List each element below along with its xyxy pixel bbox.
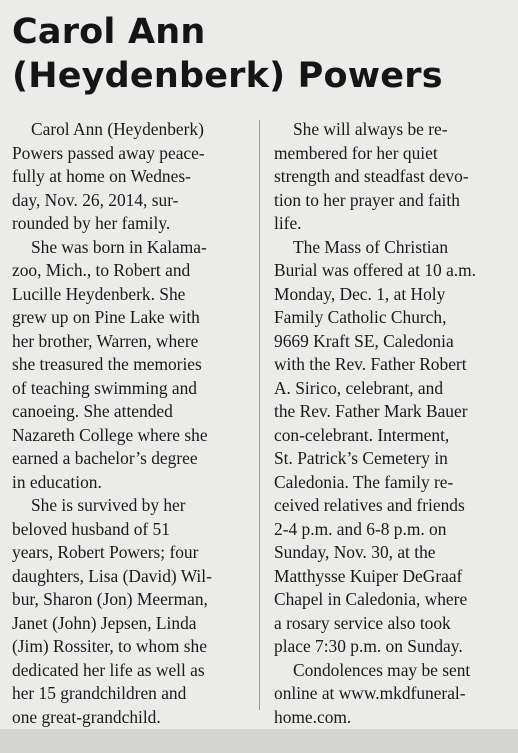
text-line: one great-grandchild.	[12, 706, 161, 727]
text-line: Caledonia. The family re-	[274, 471, 454, 492]
text-line: daughters, Lisa (David) Wil-	[12, 565, 212, 586]
text-line: dedicated her life as well as	[12, 659, 205, 680]
right-column	[274, 118, 502, 729]
text-line: canoeing. She attended	[12, 401, 173, 421]
text-line: She was born in Kalama-	[31, 236, 207, 257]
text-line: Burial was offered at 10 a.m.	[274, 260, 477, 280]
text-line: beloved husband of 51	[12, 518, 170, 539]
text-line: fully at home on Wednes-	[12, 166, 191, 186]
text-line: years, Robert Powers; four	[12, 542, 199, 562]
text-line: strength and steadfast devo-	[274, 166, 469, 186]
text-line: ceived relatives and friends	[274, 495, 465, 515]
text-line: online at www.mkdfuneral-	[274, 683, 466, 703]
text-line: Matthysse Kuiper DeGraaf	[274, 565, 463, 586]
text-line: Powers passed away peace-	[12, 142, 205, 163]
text-line: life.	[274, 213, 302, 233]
text-line: the Rev. Father Mark Bauer	[274, 401, 468, 421]
text-line: Lucille Heydenberk. She	[12, 283, 186, 304]
article-body	[12, 118, 508, 727]
text-line: place 7:30 p.m. on Sunday.	[274, 636, 463, 656]
text-line: Janet (John) Jepsen, Linda	[12, 612, 197, 633]
text-line: con-celebrant. Interment,	[274, 424, 450, 445]
text-line: a rosary service also took	[274, 612, 451, 633]
headline-line: Carol Ann	[12, 12, 206, 52]
text-line: Sunday, Nov. 30, at the	[274, 542, 436, 562]
text-line: zoo, Mich., to Robert and	[12, 260, 191, 280]
text-line: A. Sirico, celebrant, and	[274, 377, 444, 398]
headline-line: (Heydenberk) Powers	[12, 56, 443, 96]
text-line: She is survived by her	[31, 495, 186, 515]
text-line: earned a bachelor’s degree	[12, 448, 198, 468]
page-edge-shadow	[0, 729, 518, 753]
text-line: Family Catholic Church,	[274, 307, 447, 327]
text-line: St. Patrick’s Cemetery in	[274, 448, 448, 468]
text-line: of teaching swimming and	[12, 377, 197, 398]
text-line: The Mass of Christian	[293, 236, 449, 257]
text-line: home.com.	[274, 706, 352, 727]
text-line: Carol Ann (Heydenberk)	[31, 119, 204, 139]
text-line: her 15 grandchildren and	[12, 683, 187, 703]
text-line: she treasured the memories	[12, 354, 202, 374]
left-column	[12, 118, 240, 729]
text-line: She will always be re-	[293, 119, 448, 139]
text-line: rounded by her family.	[12, 213, 171, 233]
text-line: with the Rev. Father Robert	[274, 354, 467, 374]
text-line: day, Nov. 26, 2014, sur-	[12, 189, 179, 210]
text-line: Condolences may be sent	[293, 659, 471, 680]
text-line: (Jim) Rossiter, to whom she	[12, 636, 207, 656]
column-divider	[259, 120, 260, 710]
text-line: tion to her prayer and faith	[274, 189, 460, 210]
text-line: membered for her quiet	[274, 142, 438, 163]
text-line: her brother, Warren, where	[12, 330, 199, 351]
text-line: Chapel in Caledonia, where	[274, 589, 468, 609]
text-line: Monday, Dec. 1, at Holy	[274, 283, 446, 304]
text-line: in education.	[12, 471, 102, 492]
text-line: bur, Sharon (Jon) Meerman,	[12, 589, 208, 609]
obituary-headline	[12, 10, 508, 114]
text-line: 9669 Kraft SE, Caledonia	[274, 330, 454, 351]
text-line: Nazareth College where she	[12, 424, 208, 445]
text-line: 2-4 p.m. and 6-8 p.m. on	[274, 518, 447, 539]
text-line: grew up on Pine Lake with	[12, 307, 200, 327]
